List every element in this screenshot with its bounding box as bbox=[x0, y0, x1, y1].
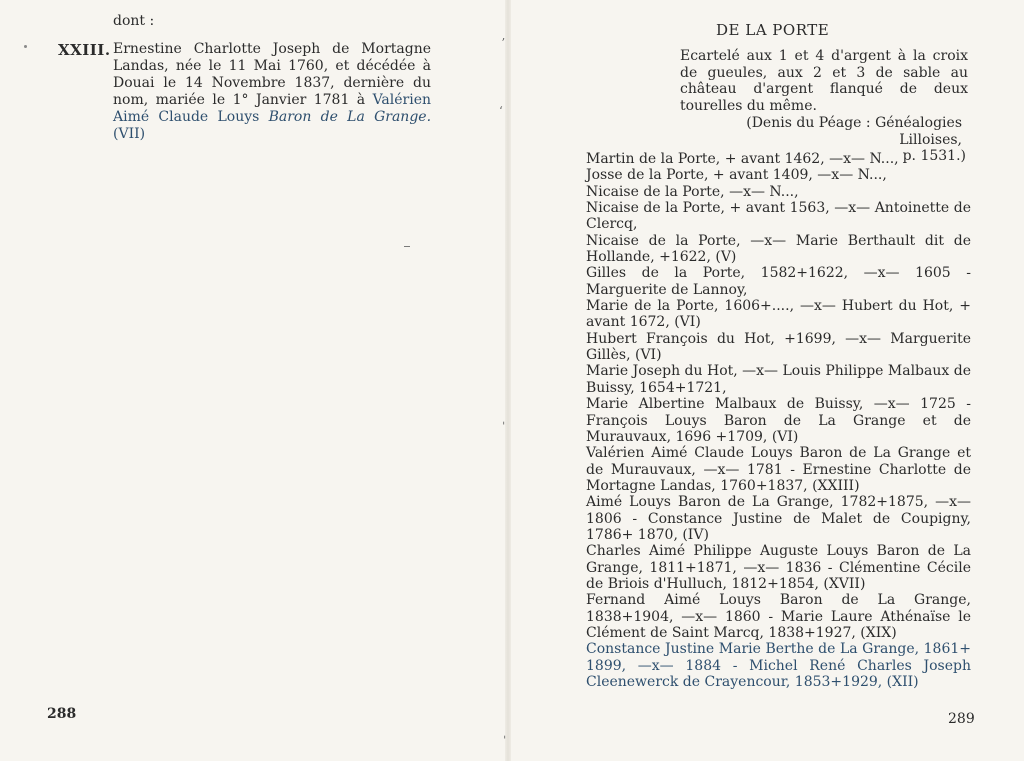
genealogy-entry: Josse de la Porte, + avant 1409, —x— N..., bbox=[586, 167, 887, 184]
genealogy-entry: Nicaise de la Porte, —x— Marie Berthault dit de Hollande, +1622, (V) bbox=[586, 232, 971, 266]
genealogy-entry: Nicaise de la Porte, —x— N..., bbox=[586, 183, 799, 200]
genealogy-entry: Charles Aimé Philippe Auguste Louys Baron de La Grange, 1811+1871, —x— 1836 - Clémentine Cécile de Briois d'Hulluch, 1812+1854, (XVII) bbox=[586, 543, 971, 592]
dont-label: dont : bbox=[113, 13, 155, 29]
gutter-mark: ˈ bbox=[502, 420, 506, 434]
entry-text bbox=[113, 41, 431, 143]
blazon-text: Ecartelé aux 1 et 4 d'argent à la croix de gueules, aux 2 et 3 de sable au château d'argent flanqué de deux tourelles du même. bbox=[680, 48, 968, 114]
speck-mark bbox=[24, 45, 27, 48]
gutter-mark: ˈ bbox=[503, 734, 507, 748]
source-line-1: (Denis du Péage : Généalogies Lilloises, bbox=[746, 115, 962, 148]
genealogy-entry: Fernand Aimé Louys Baron de La Grange, 1838+1904, —x— 1860 - Marie Laure Athénaïse le Clément de Saint Marcq, 1838+1927, (XIX) bbox=[586, 592, 971, 641]
entry-text-ref: (VII) bbox=[113, 126, 146, 142]
entry-number: XXIII. bbox=[58, 41, 111, 59]
genealogy-entry: Marie de la Porte, 1606+...., —x— Hubert du Hot, + avant 1672, (VI) bbox=[586, 298, 971, 331]
genealogy-entry: Marie Joseph du Hot, —x— Louis Philippe Malbaux de Buissy, 1654+1721, bbox=[586, 363, 971, 396]
entry-text-plain: Ernestine Charlotte Joseph de Mortagne Landas, née le 11 Mai 1760, et décédée à Douai le 14 Novembre 1837, dernière du nom, mariée le 1° Janvier 1781 à bbox=[113, 41, 431, 108]
gutter-mark: ʻ bbox=[499, 104, 503, 118]
left-page bbox=[0, 0, 508, 761]
genealogy-entry: Marie Albertine Malbaux de Buissy, —x— 1725 - François Louys Baron de La Grange et de Murauvaux, 1696 +1709, (VI) bbox=[586, 396, 971, 445]
page-title: DE LA PORTE bbox=[716, 21, 830, 39]
genealogy-entry: Nicaise de la Porte, + avant 1563, —x— Antoinette de Clercq, bbox=[586, 200, 971, 233]
page-number-left: 288 bbox=[47, 706, 77, 722]
gutter-mark: ʼ bbox=[501, 36, 505, 50]
speck-mark bbox=[404, 246, 410, 247]
page-number-right: 289 bbox=[948, 711, 975, 727]
source-line-2: p. 1531.) bbox=[902, 148, 966, 164]
genealogy-list bbox=[586, 151, 971, 690]
genealogy-entry: Martin de la Porte, + avant 1462, —x— N..., bbox=[586, 151, 899, 167]
genealogy-entry-highlight: Constance Justine Marie Berthe de La Grange, 1861+ 1899, —x— 1884 - Michel René Charles Joseph Cleenewerck de Crayencour, 1853+1929, (XII) bbox=[586, 641, 971, 690]
entry-text-spouse: Valérien Aimé Claude Louys bbox=[113, 92, 431, 125]
genealogy-entry: Hubert François du Hot, +1699, —x— Marguerite Gillès, (VI) bbox=[586, 330, 971, 364]
genealogy-entry: Valérien Aimé Claude Louys Baron de La Grange et de Murauvaux, —x— 1781 - Ernestine Charlotte de Mortagne Landas, 1760+1837, (XXIII) bbox=[586, 445, 971, 494]
entry-text-title: Baron de La Grange. bbox=[268, 109, 432, 125]
genealogy-entry: Aimé Louys Baron de La Grange, 1782+1875, —x— 1806 - Constance Justine de Malet de Coupigny, 1786+ 1870, (IV) bbox=[586, 494, 971, 543]
genealogy-entry: Gilles de la Porte, 1582+1622, —x— 1605 - Marguerite de Lannoy, bbox=[586, 265, 971, 298]
